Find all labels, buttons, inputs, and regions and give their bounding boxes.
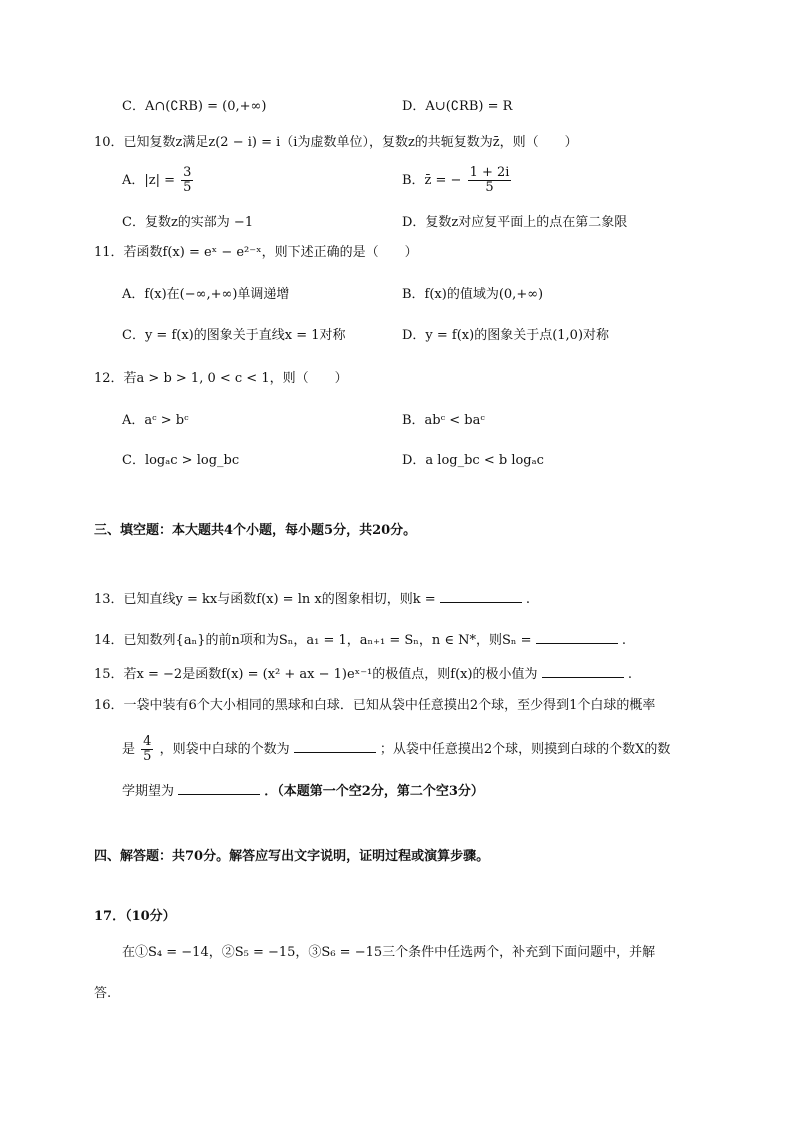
q15-end: . — [627, 667, 632, 682]
q9-option-d: D．A∪(∁RB) = R — [402, 99, 513, 114]
q10-option-b-numerator: 1 + 2i — [469, 165, 510, 180]
q13-end: . — [525, 592, 531, 607]
q10-option-d: D．复数z对应复平面上的点在第二象限 — [402, 215, 628, 230]
q13-answer-blank[interactable] — [440, 588, 522, 603]
q11-option-d: D．y = f(x)的图象关于点(1,0)对称 — [402, 328, 610, 343]
q9-option-c: C．A∩(∁RB) = (0,+∞) — [122, 99, 267, 114]
q10-option-a-fraction — [181, 166, 193, 195]
q15-text: 15．若x = −2是函数f(x) = (x² + ax − 1)eˣ⁻¹的极值点，则f(x)的极小值为 — [94, 667, 538, 682]
q10-option-b-text: B．z̄ = − — [402, 173, 462, 188]
q10-option-b-fraction — [468, 166, 512, 195]
q11-option-b: B．f(x)的值域为(0,+∞) — [402, 287, 544, 302]
q10-option-c: C．复数z的实部为 −1 — [122, 215, 254, 230]
q15 — [94, 663, 632, 684]
q14-end: . — [621, 633, 626, 648]
q14-text: 14．已知数列{aₙ}的前n项和为Sₙ，a₁ = 1，aₙ₊₁ = Sₙ，n ∈ N*，则Sₙ = — [94, 633, 532, 648]
q16-line-2-end: ；从袋中任意摸出2个球，则摸到白球的个数X的数 — [379, 742, 671, 757]
q16-answer-blank-1[interactable] — [294, 738, 376, 753]
q13 — [94, 588, 530, 609]
q16-fraction-numerator: 4 — [143, 734, 152, 749]
q12-option-a: A．aᶜ > bᶜ — [122, 413, 189, 428]
q12-option-d: D．a log_bc < b logₐc — [402, 453, 544, 468]
section-3-heading: 三、填空题：本大题共4个小题，每小题5分，共20分。 — [94, 523, 417, 538]
q12-stem: 12．若a > b > 1, 0 < c < 1，则（ ） — [94, 371, 348, 386]
q10-option-a-text: A．|z| = — [122, 173, 176, 188]
q14-answer-blank[interactable] — [536, 629, 618, 644]
q10-option-a-denominator: 5 — [183, 180, 192, 195]
q16-answer-blank-2[interactable] — [178, 780, 260, 795]
q11-stem: 11．若函数f(x) = eˣ − e²⁻ˣ，则下述正确的是（ ） — [94, 245, 418, 260]
section-4-heading: 四、解答题：共70分。解答应写出文字说明，证明过程或演算步骤。 — [94, 849, 490, 864]
q10-stem: 10．已知复数z满足z(2 − i) = i（i为虚数单位），复数z的共轭复数为z̄，则（ ） — [94, 135, 578, 150]
q17-line-2: 答. — [94, 986, 112, 1001]
q16-line-3-end: ．（本题第一个空2分，第二个空3分） — [264, 784, 484, 799]
q17-heading: 17．（10分） — [94, 909, 176, 924]
q16-line-2-start: 是 — [122, 742, 136, 757]
q16-line-2-middle: ，则袋中白球的个数为 — [159, 742, 290, 757]
q11-option-a: A．f(x)在(−∞,+∞)单调递增 — [122, 287, 290, 302]
q10-option-a-numerator: 3 — [183, 165, 192, 180]
q17-line-1: 在①S₄ = −14，②S₅ = −15，③S₆ = −15三个条件中任选两个，补充到下面问题中，并解 — [122, 945, 656, 960]
q11-option-c: C．y = f(x)的图象关于直线x = 1对称 — [122, 328, 346, 343]
q10-option-b — [402, 166, 513, 195]
q14 — [94, 629, 626, 650]
q10-option-b-denominator: 5 — [485, 180, 494, 195]
q16-line-1: 16．一袋中装有6个大小相同的黑球和白球．已知从袋中任意摸出2个球，至少得到1个白球的概率 — [94, 698, 656, 713]
q16-line-3-start: 学期望为 — [122, 784, 175, 799]
q16-line-2 — [122, 735, 670, 764]
q12-option-c: C．logₐc > log_bc — [122, 453, 240, 468]
q16-line-3 — [122, 780, 484, 801]
q16-probability-fraction — [141, 735, 153, 764]
q13-text: 13．已知直线y = kx与函数f(x) = ln x的图象相切，则k = — [94, 592, 436, 607]
q12-option-b: B．abᶜ < baᶜ — [402, 413, 485, 428]
q16-fraction-denominator: 5 — [143, 749, 152, 764]
q15-answer-blank[interactable] — [542, 663, 624, 678]
q10-option-a — [122, 166, 195, 195]
